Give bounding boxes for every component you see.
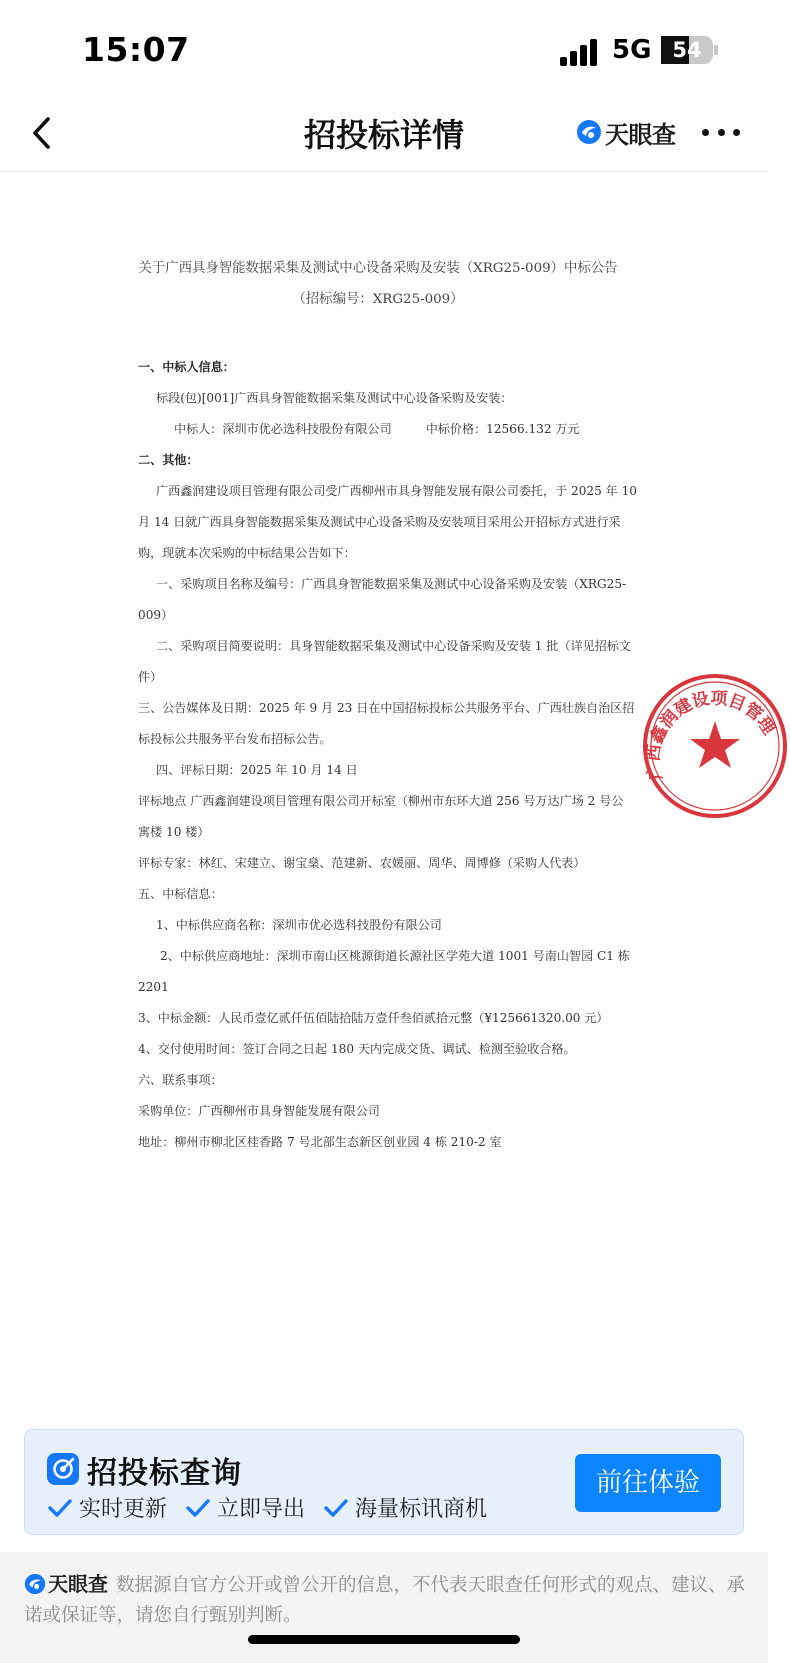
network-type: 5G [612,35,652,65]
doc-line: 评标专家：林红、宋建立、谢宝燊、范建新、农媛丽、周华、周博修（采购人代表） [138,856,586,870]
check-icon [323,1497,349,1519]
feature-item [47,1492,167,1523]
disclaimer-text: 数据源自官方公开或曾公开的信息，不代表天眼查任何形式的观点、建议、承诺或保证等，请您自行甄别判断。 [24,1575,746,1626]
doc-line: 件） [138,670,163,684]
promo-banner [24,1429,744,1535]
page-title: 招投标详情 [303,116,464,154]
doc-line: 标段(包)[001]广西具身智能数据采集及测试中心设备采购及安装： [156,391,513,405]
footer-brand [24,1569,108,1599]
feature-label: 海量标讯商机 [355,1497,488,1522]
bid-search-app-icon [47,1453,79,1485]
promo-title: 招投标查询 [87,1456,242,1491]
doc-line: 1、中标供应商名称：深圳市优必选科技股份有限公司 [156,918,442,932]
winner-row [138,414,618,445]
brand-name: 天眼查 [605,120,676,149]
doc-title-line1: 关于广西具身智能数据采集及测试中心设备采购及安装（XRG25-009）中标公告 [138,261,618,276]
tianyancha-logo-icon [576,119,602,145]
doc-line: 3、中标金额：人民币壹亿贰仟伍佰陆拾陆万壹仟叁佰贰拾元整（¥125661320.00 元） [138,1011,609,1025]
section-heading: 一、中标人信息： [138,360,235,374]
doc-line: 月 14 日就广西具身智能数据采集及测试中心设备采购及安装项目采用公开招标方式进行采 [138,515,621,529]
doc-line: 六、联系事项： [138,1073,223,1087]
doc-line: 地址：柳州市柳北区桂香路 7 号北部生态新区创业园 4 栋 210-2 室 [138,1135,502,1149]
doc-title-line2: （招标编号：XRG25-009） [292,292,464,307]
home-indicator[interactable] [248,1635,520,1644]
svg-text:广西鑫润建设项目管理: 广西鑫润建设项目管理 [643,688,779,782]
nav-bar [0,92,768,172]
feature-label: 立即导出 [217,1497,306,1522]
doc-line: 广西鑫润建设项目管理有限公司受广西柳州市具身智能发展有限公司委托，于 2025 年 10 [156,484,637,498]
doc-line: 五、中标信息： [138,887,223,901]
doc-line: 009） [138,608,174,622]
doc-line: 采购单位：广西柳州市具身智能发展有限公司 [138,1104,380,1118]
battery-tip [714,45,718,55]
winner-price: 中标价格：12566.132 万元 [425,422,580,436]
check-icon [185,1497,211,1519]
more-button[interactable] [696,112,746,152]
winner-name: 中标人：深圳市优必选科技股份有限公司 [174,422,392,436]
feature-item [185,1492,305,1523]
doc-line: 2、中标供应商地址：深圳市南山区桃源街道长源社区学苑大道 1001 号南山智园 C1 栋 [160,949,630,963]
section-heading: 二、其他： [138,453,199,467]
official-seal [640,669,779,823]
more-dots-icon [702,129,709,136]
document-viewer[interactable] [0,173,779,1423]
doc-line: 二、采购项目简要说明：具身智能数据采集及测试中心设备采购及安装 1 批（详见招标文 [156,639,631,653]
disclaimer [24,1569,746,1631]
doc-body [138,352,637,1158]
tianyancha-logo-icon [24,1573,46,1595]
doc-line: 评标地点 广西鑫润建设项目管理有限公司开标室（柳州市东环大道 256 号万达广场 2 号公 [138,794,624,808]
status-time: 15:07 [82,30,190,69]
doc-line: 标投标公共服务平台发布招标公告。 [138,732,332,746]
footer [0,1552,768,1663]
doc-line: 寓楼 10 楼） [138,825,210,839]
doc-line: 三、公告媒体及日期：2025 年 9 月 23 日在中国招标投标公共服务平台、广西壮族自治区招 [138,701,635,715]
try-now-button[interactable]: 前往体验 [575,1454,721,1512]
doc-line: 一、采购项目名称及编号：广西具身智能数据采集及测试中心设备采购及安装（XRG25- [156,577,627,591]
battery-icon [661,36,713,64]
doc-line: 4、交付使用时间：签订合同之日起 180 天内完成交货、调试、检测至验收合格。 [138,1042,576,1056]
battery-level: 54 [672,38,702,62]
doc-line: 2201 [138,980,169,994]
announcement-page [138,253,637,1158]
feature-item [323,1492,487,1523]
status-bar [0,0,768,92]
doc-line: 四、评标日期：2025 年 10 月 14 日 [156,763,358,777]
feature-label: 实时更新 [79,1497,168,1522]
signal-icon [560,36,602,66]
feature-list [47,1492,505,1523]
check-icon [47,1497,73,1519]
footer-brand-name: 天眼查 [48,1572,108,1596]
brand-logo[interactable] [576,116,676,148]
doc-line: 购，现就本次采购的中标结果公告如下： [138,546,356,560]
